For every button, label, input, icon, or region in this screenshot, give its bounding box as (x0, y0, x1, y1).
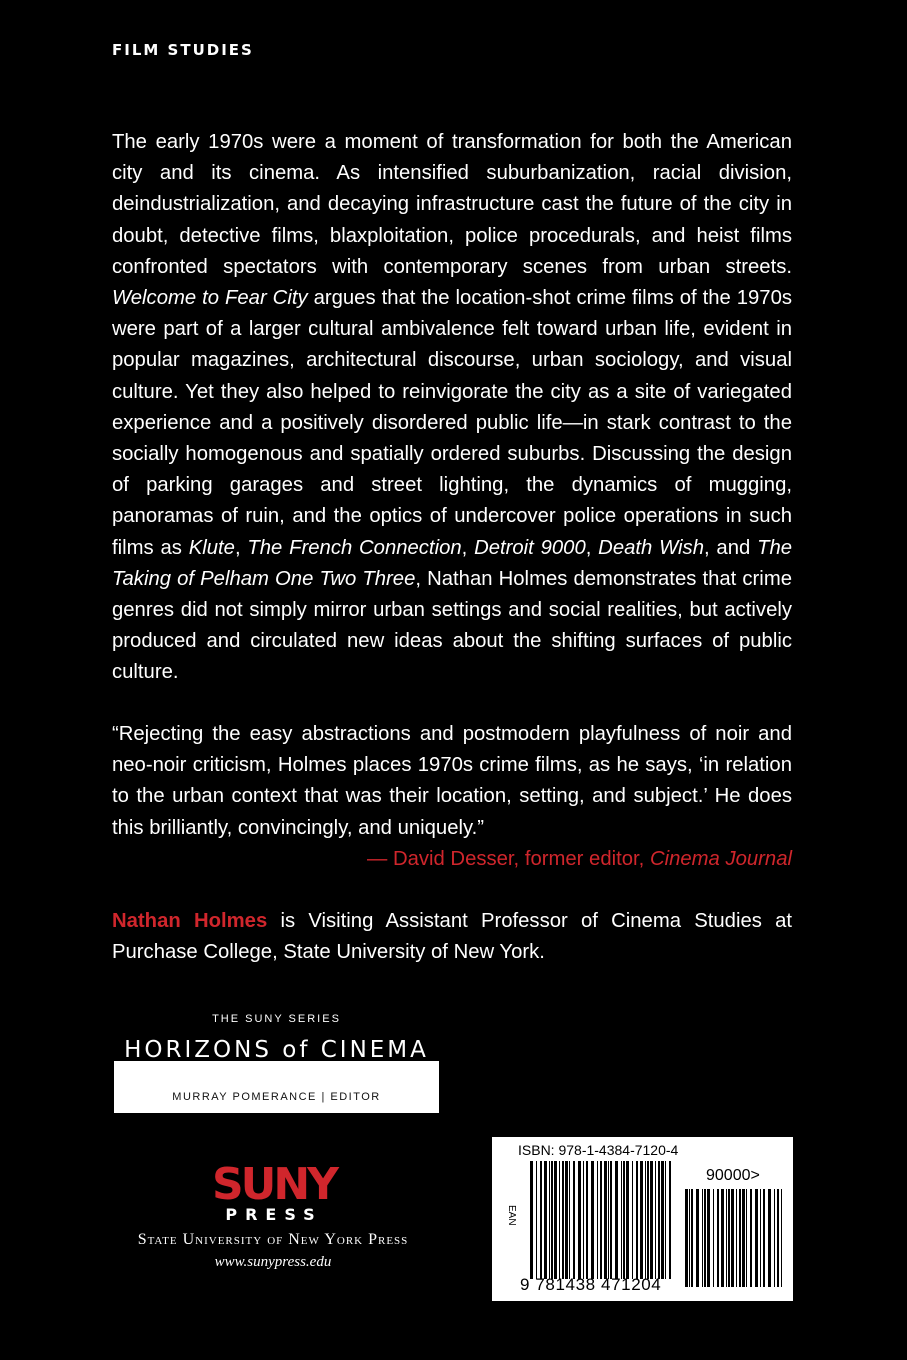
film-title: The Taking of Pelham One Two Three (112, 536, 793, 590)
barcode-bar (665, 1161, 666, 1279)
barcode-bar (591, 1161, 594, 1279)
barcode-bar (750, 1189, 752, 1287)
book-description: The early 1970s were a moment of transformation for both the American city and its cinema. As intensified suburbanization, racial division, deindustrialization, and decaying infrastructure cast the future of the city in doubt, detective films, blaxploitation, police procedurals, and heist films confronted spectators with contemporary scenes from urban streets. Welcome to Fear City argues that the location-shot crime films of the 1970s were part of a larger cultural ambivalence felt toward urban life, evident in popular magazines, architectural discourse, urban sociology, and visual culture. Yet they also helped to reinvigorate the city as a site of variegated experience and a positively disordered public life—in stark contrast to the socially homogenous and spatially ordered suburbs. Discussing the design of parking garages and street lighting, the dynamics of mugging, panoramas of ruin, and the optics of undercover police operations in such films as Klute, The French Connection, Detroit 9000, Death Wish, and The Taking of Pelham One Two Three, Nathan Holmes demonstrates that crime genres did not simply mirror urban settings and social realities, but actively produced and circulated new ideas about the shifting surfaces of public culture. (112, 131, 793, 684)
barcode-bar (645, 1161, 646, 1279)
barcode-bar (604, 1161, 607, 1279)
film-title: The French Connection (247, 536, 462, 559)
barcode-bar (626, 1161, 629, 1279)
author-bio (112, 906, 792, 968)
barcode-bar (713, 1189, 714, 1287)
description-part-1: The early 1970s were a moment of transformation for both the American city and its cinema. As intensified suburbanization, racial division, deindustrialization, and decaying infrastructure cast the future of the city in doubt, detective films, blaxploitation, police procedurals, and heist films confronted spectators with contemporary scenes from urban streets. (112, 131, 792, 278)
description-part-2: argues that the location-shot crime films of the 1970s were part of a larger cultural ambivalence felt toward urban life, evident in popular magazines, architectural discourse, urban sociology, and visual culture. Yet they also helped to reinvigorate the city as a site of variegated experience and a positively disordered public life—in stark contrast to the socially homogenous and spatially ordered suburbs. Discussing the design of parking garages and street lighting, the dynamics of mugging, panoramas of ruin, and the optics of undercover police operations in such films as (112, 287, 792, 559)
publisher-name: State University of New York Press (137, 1231, 409, 1248)
suny-logo: SUNY (211, 1159, 337, 1210)
barcode-bar (704, 1189, 706, 1287)
barcode-bar (621, 1161, 622, 1279)
barcode-bar (774, 1189, 775, 1287)
barcode-bar (777, 1189, 779, 1287)
barcode-bar (544, 1161, 547, 1279)
barcode-bar (530, 1161, 533, 1279)
barcode-bar (536, 1161, 537, 1279)
barcode-bar (573, 1161, 575, 1279)
attribution-text: — David Desser, former editor, (367, 848, 645, 870)
film-title: Klute (188, 536, 235, 559)
barcode-bar (755, 1189, 758, 1287)
barcode-bar (608, 1161, 609, 1279)
price-code: 90000> (706, 1167, 760, 1184)
film-title: Death Wish (598, 536, 704, 559)
barcode-bar (696, 1189, 699, 1287)
barcode-bar (742, 1189, 745, 1287)
barcode-bar (623, 1161, 625, 1279)
barcode-bar (746, 1189, 747, 1287)
author-name: Nathan Holmes (112, 910, 268, 932)
barcode-bar (717, 1189, 719, 1287)
barcode-bar (781, 1189, 782, 1287)
barcode-bar (551, 1161, 553, 1279)
barcode-bar (760, 1189, 761, 1287)
barcode-bar (615, 1161, 618, 1279)
book-title: Welcome to Fear City (112, 287, 308, 310)
barcode-bar (640, 1161, 643, 1279)
series-logo (114, 1031, 439, 1113)
series-editor: MURRAY POMERANCE | EDITOR (172, 1091, 381, 1103)
press-wordmark: PRESS (225, 1205, 323, 1224)
barcode-bar (632, 1161, 633, 1279)
publisher-website: www.sunypress.edu (214, 1254, 332, 1270)
journal-name: Cinema Journal (649, 848, 792, 870)
barcode-bar (726, 1189, 727, 1287)
film-title: Detroit 9000 (474, 536, 586, 559)
barcode-bar (554, 1161, 557, 1279)
barcode-bar (655, 1161, 656, 1279)
barcode-bar (647, 1161, 649, 1279)
barcode-bar (540, 1161, 542, 1279)
barcode-panel (492, 1137, 793, 1301)
barcode-bar (728, 1189, 730, 1287)
barcode-bar (739, 1189, 741, 1287)
conjunction: and (716, 536, 751, 559)
barcode-bar (565, 1161, 568, 1279)
barcode-bar (610, 1161, 612, 1279)
barcode-bar (736, 1189, 737, 1287)
barcode-bar (636, 1161, 638, 1279)
barcode-bar (559, 1161, 560, 1279)
series-label: THE SUNY SERIES (212, 1013, 341, 1025)
description-part-3: Nathan Holmes demonstrates that crime genres did not simply mirror urban settings and social realities, but actively produced and circulated new ideas about the shifting surfaces of public culture. (112, 567, 792, 684)
category-label: FILM STUDIES (112, 41, 254, 59)
barcode-digits: 9 781438 471204 (520, 1275, 662, 1294)
barcode-bar (702, 1189, 703, 1287)
barcode-bar (669, 1161, 671, 1279)
barcode-bar (689, 1189, 690, 1287)
barcode-bar (763, 1189, 765, 1287)
barcode-bar (658, 1161, 660, 1279)
barcode-bar (583, 1161, 584, 1279)
barcode-bar (768, 1189, 771, 1287)
barcode-bar (586, 1161, 588, 1279)
barcode-bar (650, 1161, 653, 1279)
barcode-bar (731, 1189, 734, 1287)
barcode-bar (569, 1161, 570, 1279)
barcode-bar (600, 1161, 602, 1279)
barcode-bar (721, 1189, 724, 1287)
barcode-bar (597, 1161, 598, 1279)
isbn-text: ISBN: 978-1-4384-7120-4 (518, 1142, 679, 1158)
barcode-bar (562, 1161, 564, 1279)
bio-text: is Visiting Assistant Professor of Cinema Studies at Purchase College, State University of New York. (112, 910, 793, 964)
barcode-bar (707, 1189, 710, 1287)
barcode-bar (578, 1161, 581, 1279)
quote-attribution (112, 844, 792, 875)
series-title: HORIZONS of CINEMA (124, 1037, 429, 1063)
barcode-bar (685, 1189, 688, 1287)
barcode-bar (661, 1161, 664, 1279)
ean-label: EAN (506, 1205, 517, 1226)
endorsement-quote: “Rejecting the easy abstractions and postmodern playfulness of noir and neo-noir criticism, Holmes places 1970s crime films, as he says, ‘in relation to the urban context that was their location, setting, and subject.’ He does this brilliantly, convincingly, and uniquely.” (112, 723, 792, 839)
barcode-bar (549, 1161, 550, 1279)
barcode-bar (691, 1189, 693, 1287)
